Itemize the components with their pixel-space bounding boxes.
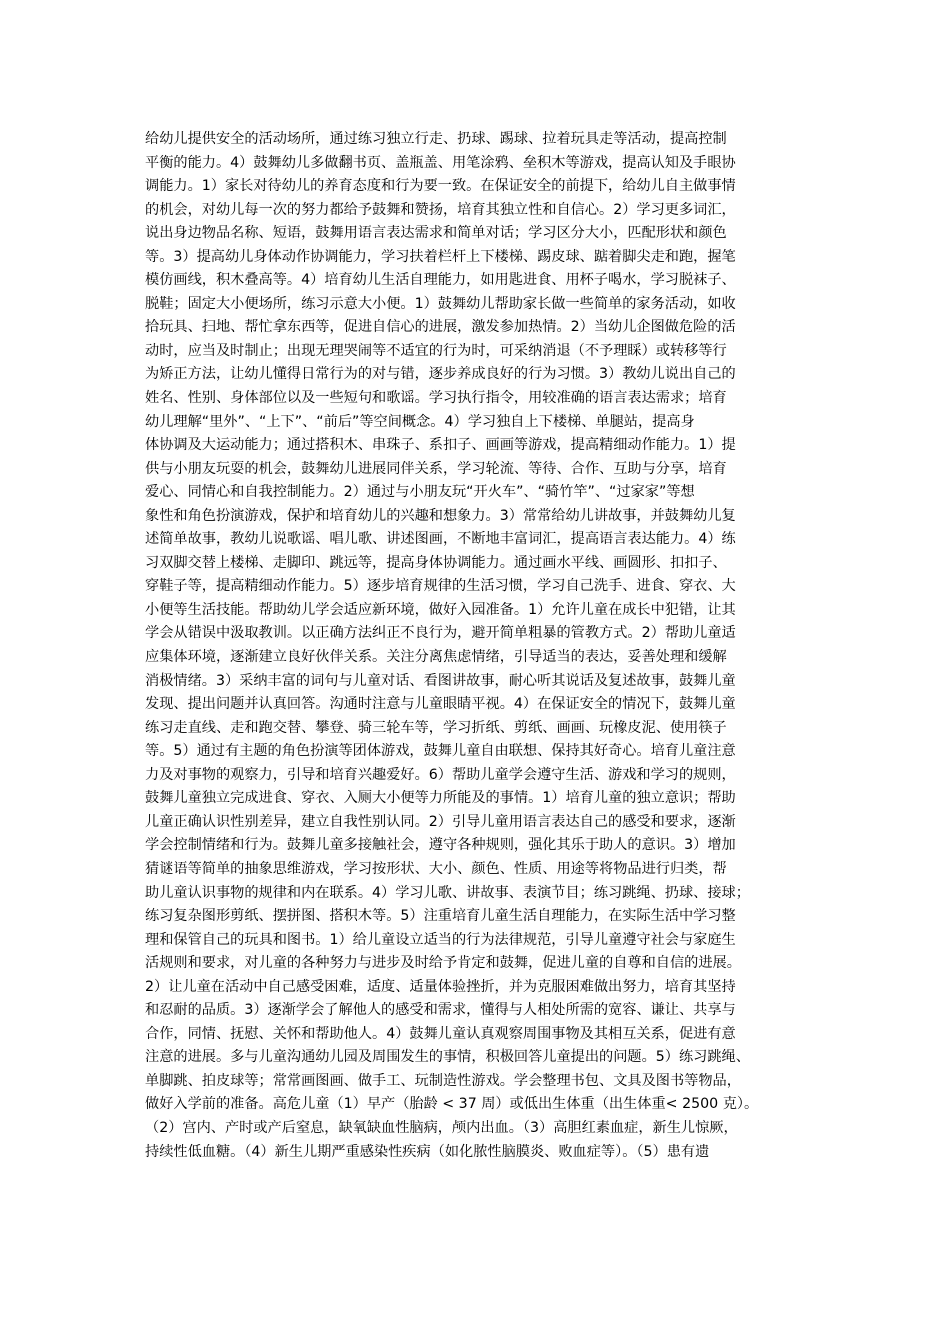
text-line: 供与小朋友玩耍的机会，鼓舞幼儿进展同伴关系，学习轮流、等待、合作、互助与分享，培育 (145, 460, 727, 477)
text-line: （2）宫内、产时或产后窒息，缺氧缺血性脑病，颅内出血。（3）高胆红素血症，新生儿惊厥， (145, 1119, 738, 1136)
text-line: 说出身边物品名称、短语，鼓舞用语言表达需求和简单对话；学习区分大小，匹配形状和颜色 (145, 225, 727, 242)
text-line: 习双脚交替上楼梯、走脚印、跳远等，提高身体协调能力。通过画水平线、画圆形、扣扣子、 (145, 554, 727, 571)
text-line: 学会控制情绪和行为。鼓舞儿童多接触社会，遵守各种规则，强化其乐于助人的意识。3）增加 (145, 837, 736, 854)
text-line: 穿鞋子等，提高精细动作能力。5）逐步培育规律的生活习惯，学习自己洗手、进食、穿衣、大 (145, 578, 736, 595)
text-line: 体协调及大运动能力；通过搭积木、串珠子、系扣子、画画等游戏，提高精细动作能力。1）提 (145, 437, 736, 454)
text-line: 平衡的能力。4）鼓舞幼儿多做翻书页、盖瓶盖、用笔涂鸦、垒积木等游戏，提高认知及手眼协 (145, 154, 736, 171)
text-line: 2）让儿童在活动中自己感受困难，适度、适量体验挫折，并为克服困难做出努力，培育其坚持 (145, 978, 736, 995)
text-line: 模仿画线，积木叠高等。4）培育幼儿生活自理能力，如用匙进食、用杯子喝水，学习脱袜子、 (145, 272, 736, 289)
text-line: 等。3）提高幼儿身体动作协调能力，学习扶着栏杆上下楼梯、踢皮球、踮着脚尖走和跑，握笔 (145, 248, 736, 265)
text-line: 助儿童认识事物的规律和内在联系。4）学习儿歌、讲故事、表演节目；练习跳绳、扔球、接球； (145, 884, 750, 901)
text-line: 学会从错误中汲取教训。以正确方法纠正不良行为，避开简单粗暴的管教方式。2）帮助儿童适 (145, 625, 736, 642)
text-line: 爱心、同情心和自我控制能力。2）通过与小朋友玩“开火车”、“骑竹竿”、“过家家”等想 (145, 484, 695, 501)
text-line: 姓名、性别、身体部位以及一些短句和歌谣。学习执行指令，用较准确的语言表达需求；培育 (145, 390, 727, 407)
text-line: 注意的进展。多与儿童沟通幼儿园及周围发生的事情，积极回答儿童提出的问题。5）练习跳绳、 (145, 1049, 750, 1066)
body-text (145, 128, 810, 1164)
text-line: 活规则和要求，对儿童的各种努力与进步及时给予肯定和鼓舞，促进儿童的自尊和自信的进展。 (145, 955, 741, 972)
text-line: 儿童正确认识性别差异，建立自我性别认同。2）引导儿童用语言表达自己的感受和要求，逐渐 (145, 813, 736, 830)
text-line: 鼓舞儿童独立完成进食、穿衣、入厕大小便等力所能及的事情。1）培育儿童的独立意识；帮助 (145, 790, 736, 807)
text-line: 脱鞋；固定大小便场所，练习示意大小便。1）鼓舞幼儿帮助家长做一些简单的家务活动，如收 (145, 295, 736, 312)
text-line: 和忍耐的品质。3）逐渐学会了解他人的感受和需求，懂得与人相处所需的宽容、谦让、共享与 (145, 1002, 736, 1019)
text-line: 练习复杂图形剪纸、摆拼图、搭积木等。5）注重培育儿童生活自理能力，在实际生活中学习整 (145, 908, 736, 925)
text-line: 消极情绪。3）采纳丰富的词句与儿童对话、看图讲故事，耐心听其说话及复述故事，鼓舞儿童 (145, 672, 736, 689)
text-line: 为矫正方法，让幼儿懂得日常行为的对与错，逐步养成良好的行为习惯。3）教幼儿说出自己的 (145, 366, 736, 383)
text-line: 调能力。1）家长对待幼儿的养育态度和行为要一致。在保证安全的前提下，给幼儿自主做事情 (145, 178, 736, 195)
text-line: 小便等生活技能。帮助幼儿学会适应新环境，做好入园准备。1）允许儿童在成长中犯错，让其 (145, 601, 736, 618)
text-line: 理和保管自己的玩具和图书。1）给儿童设立适当的行为法律规范，引导儿童遵守社会与家庭生 (145, 931, 736, 948)
text-line: 象性和角色扮演游戏，保护和培育幼儿的兴趣和想象力。3）常常给幼儿讲故事，并鼓舞幼儿复 (145, 507, 736, 524)
text-line: 述简单故事，教幼儿说歌谣、唱儿歌、讲述图画，不断地丰富词汇，提高语言表达能力。4）练 (145, 531, 736, 548)
text-line: 练习走直线、走和跑交替、攀登、骑三轮车等，学习折纸、剪纸、画画、玩橡皮泥、使用筷子 (145, 719, 727, 736)
text-line: 拾玩具、扫地、帮忙拿东西等，促进自信心的进展，激发参加热情。2）当幼儿企图做危险的活 (145, 319, 736, 336)
text-line: 发现、提出问题并认真回答。沟通时注意与儿童眼睛平视。4）在保证安全的情况下，鼓舞儿童 (145, 696, 736, 713)
text-line: 应集体环境，逐渐建立良好伙伴关系。关注分离焦虑情绪，引导适当的表达，妥善处理和缓解 (145, 649, 727, 666)
text-line: 单脚跳、拍皮球等；常常画图画、做手工、玩制造性游戏。学会整理书包、文具及图书等物品， (145, 1072, 741, 1089)
text-line: 幼儿理解“里外”、“上下”、“前后”等空间概念。4）学习独自上下楼梯、单腿站，提高身 (145, 413, 695, 430)
text-line: 的机会，对幼儿每一次的努力都给予鼓舞和赞扬，培育其独立性和自信心。2）学习更多词汇， (145, 201, 736, 218)
text-line: 动时，应当及时制止；出现无理哭闹等不适宜的行为时，可采纳消退（不予理睬）或转移等行 (145, 342, 727, 359)
text-line: 给幼儿提供安全的活动场所，通过练习独立行走、扔球、踢球、拉着玩具走等活动，提高控制 (145, 131, 727, 147)
text-line: 等。5）通过有主题的角色扮演等团体游戏，鼓舞儿童自由联想、保持其好奇心。培育儿童注意 (145, 743, 736, 760)
text-line: 合作，同情、抚慰、关怀和帮助他人。4）鼓舞儿童认真观察周围事物及其相互关系，促进有意 (145, 1025, 736, 1042)
text-line: 力及对事物的观察力，引导和培育兴趣爱好。6）帮助儿童学会遵守生活、游戏和学习的规则， (145, 766, 736, 783)
text-line: 做好入学前的准备。高危儿童（1）早产（胎龄 < 37 周）或低出生体重（出生体重< 2500 克）。 (145, 1096, 759, 1113)
text-line: 猜谜语等简单的抽象思维游戏，学习按形状、大小、颜色、性质、用途等将物品进行归类，帮 (145, 860, 727, 877)
text-line: 持续性低血糖。（4）新生儿期严重感染性疾病（如化脓性脑膜炎、败血症等）。（5）患有遗 (145, 1143, 710, 1160)
